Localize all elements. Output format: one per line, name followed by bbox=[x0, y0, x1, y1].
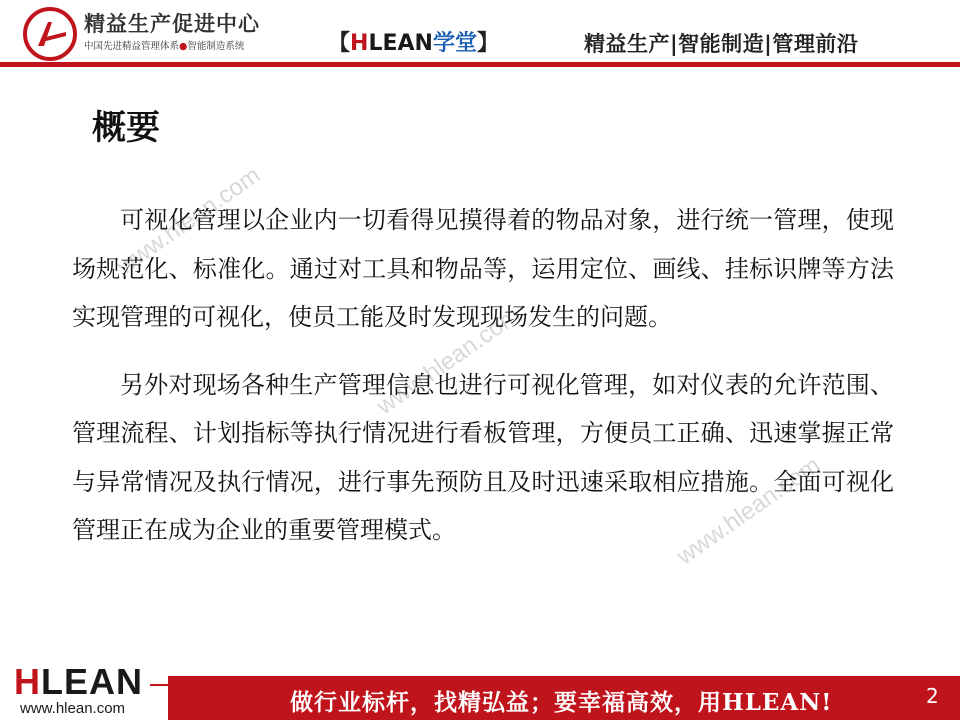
page-title: 概要 bbox=[92, 108, 160, 148]
brand-subtitle bbox=[84, 38, 244, 52]
paragraph: 可视化管理以企业内一切看得见摸得着的物品对象，进行统一管理，使现场规范化、标准化。通过对工具和物品等，运用定位、画线、挂标识牌等方法实现管理的可视化，使员工能及时发现现场发生的问题。 bbox=[72, 206, 894, 331]
school-h: H bbox=[350, 31, 369, 56]
brand-subtitle-dot: ● bbox=[179, 41, 188, 52]
watermark: www.hlean.com bbox=[672, 451, 826, 571]
brand-subtitle-b: 智能制造系统 bbox=[187, 41, 245, 52]
footer-logo-h: H bbox=[14, 661, 41, 702]
brand-logo-icon bbox=[22, 6, 78, 62]
footer-url: www.hlean.com bbox=[20, 700, 126, 717]
page-header bbox=[0, 0, 960, 66]
brand-subtitle-a: 中国先进精益管理体系 bbox=[84, 41, 180, 52]
paragraph: 另外对现场各种生产管理信息也进行可视化管理，如对仪表的允许范围、管理流程、计划指标等执行情况进行看板管理，方便员工正确、迅速掌握正常与异常情况及执行情况，进行事先预防且及时迅速采取相应措施。全面可视化管理正在成为企业的重要管理模式。 bbox=[72, 370, 894, 544]
footer-logo bbox=[14, 661, 143, 702]
footer-logo-rest: LEAN bbox=[41, 661, 143, 702]
watermark: www.hlean.com bbox=[112, 161, 266, 281]
school-lean: LEAN bbox=[368, 31, 433, 56]
header-divider bbox=[0, 62, 960, 67]
brand-name: 精益生产促进中心 bbox=[84, 12, 260, 36]
page-number: 2 bbox=[926, 684, 939, 708]
footer-slogan: 做行业标杆，找精弘益；要幸福高效，用HLEAN! bbox=[290, 689, 833, 716]
school-xt: 学堂 bbox=[432, 31, 477, 56]
header-tagline: 精益生产|智能制造|管理前沿 bbox=[584, 32, 859, 56]
body-content bbox=[72, 196, 894, 555]
footer-accent-line bbox=[150, 684, 170, 686]
school-bracket-left: 【 bbox=[328, 31, 351, 56]
watermark: www.hlean.com bbox=[372, 301, 526, 421]
school-bracket-right: 】 bbox=[476, 31, 499, 56]
school-name bbox=[328, 26, 499, 57]
